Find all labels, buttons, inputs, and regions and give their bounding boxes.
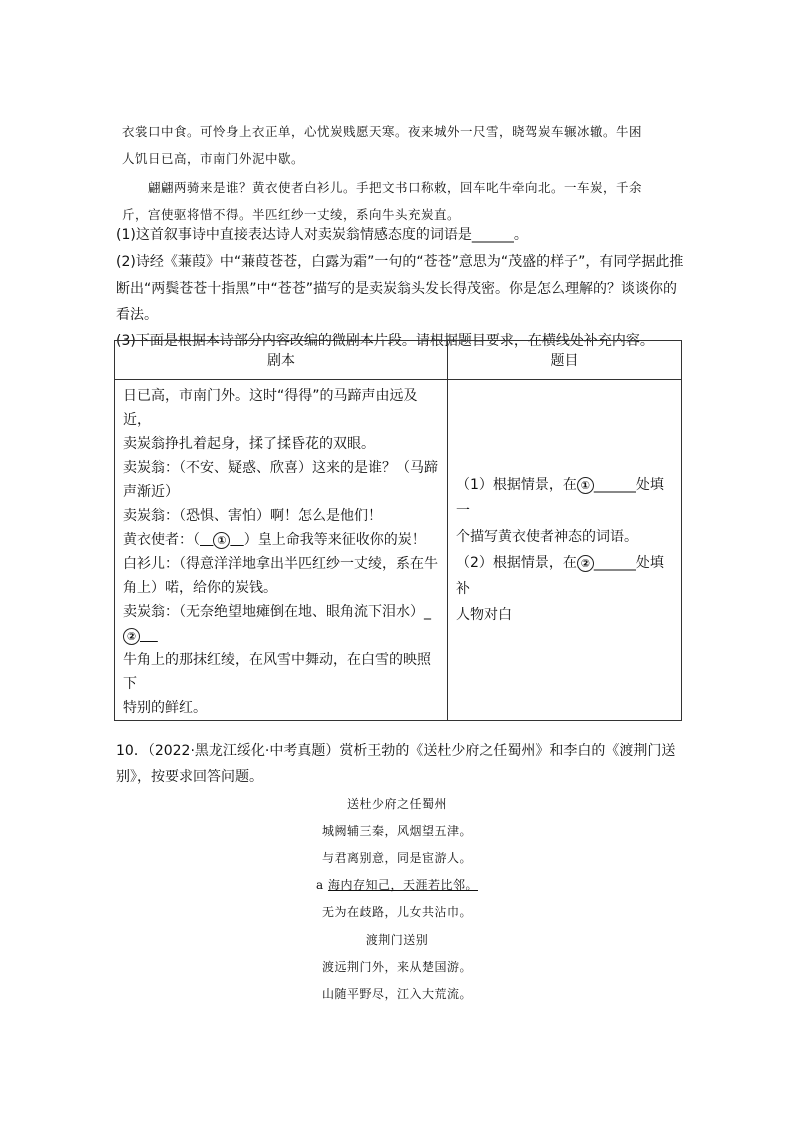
script-line: 角上）喏，给你的炭钱。 [123,580,277,596]
blank-2-marker: ② [123,628,140,645]
question-10-line-2: 别》，按要求回答问题。 [116,769,263,785]
task-1: （1）根据情景，在 ① ______处填一 [456,477,664,519]
blank-1-marker: ① [213,532,230,549]
task-2: （2）根据情景，在 ② ______处填补 [456,555,664,597]
script-table [114,340,682,721]
script-line-blank-2 [123,624,441,648]
poem3-line-1: 渡远荆门外，来从楚国游。 [321,960,472,974]
task-1-marker: ① [577,477,594,494]
question-2-line-1: (2)诗经《蒹葭》中“蒹葭苍苍，白露为霜”一句的“苍苍”意思为“茂盛的样子”，有同学据此推 [116,254,684,270]
poem2-line-1: 城阙辅三秦，风烟望五津。 [321,824,472,838]
script-line: 日已高，市南门外。这时“得得”的马蹄声由远及近， [123,388,418,428]
question-1: (1)这首叙事诗中直接表达诗人对卖炭翁情感态度的词语是______。 [116,227,528,243]
header-script: 剧本 [115,341,448,380]
task-cell [448,380,682,721]
poem3-line-2: 山随平野尽，江入大荒流。 [321,987,472,1001]
question-10-line-1: 10．（2022·黑龙江绥化·中考真题）赏析王勃的《送杜少府之任蜀州》和李白的《渡荆门送 [116,743,676,759]
poem2-line-3: a 海内存知己，天涯若比邻。 [316,878,478,892]
script-line: 特别的鲜红。 [123,700,207,716]
script-line: 白衫儿：（得意洋洋地拿出半匹红纱一丈绫，系在牛 [123,556,438,572]
poem3-title: 渡荆门送别 [365,933,429,947]
poem-line-1: 衣裳口中食。可怜身上衣正单，心忧炭贱愿天寒。夜来城外一尺雪，晓驾炭车辗冰辙。牛困 [122,124,643,139]
poem-line-4: 斤，宫使驱将惜不得。半匹红纱一丈绫，系向牛头充炭直。 [122,207,461,222]
script-line: 卖炭翁挣扎着起身，揉了揉昏花的双眼。 [123,436,375,452]
poem-line-3: 翩翩两骑来是谁？黄衣使者白衫儿。手把文书口称敕，回车叱牛牵向北。一车炭，千余 [148,180,643,195]
question-2-line-3: 看法。 [116,307,158,323]
script-line-blank-1: 黄衣使者：（ ① ）皇上命我等来征收你的炭！ [123,532,426,548]
script-line: 卖炭翁：（恐惧、害怕）啊！怎么是他们！ [123,508,382,524]
task-2-cont: 人物对白 [456,607,512,623]
script-line: 卖炭翁：（无奈绝望地瘫倒在地、眼角流下泪水）_ [123,604,431,620]
poem-line-2: 人饥日已高，市南门外泥中歇。 [122,151,305,166]
poem2-title: 送杜少府之任蜀州 [346,797,447,811]
header-task: 题目 [448,341,682,380]
question-2-line-2: 断出“两鬓苍苍十指黑”中“苍苍”描写的是卖炭翁头发长得茂密。你是怎么理解的？谈谈你的 [116,281,678,297]
task-2-marker: ② [577,555,594,572]
script-line: 牛角上的那抹红绫，在风雪中舞动，在白雪的映照下 [123,652,431,692]
poem2-line-2: 与君离别意，同是宦游人。 [321,851,472,865]
script-line: 卖炭翁：（不安、疑惑、欣喜）这来的是谁？（马蹄 [123,460,438,476]
script-line: 声渐近） [123,484,179,500]
question-3: (3)下面是根据本诗部分内容改编的微剧本片段。请根据题目要求，在横线处补充内容。 [116,333,654,349]
script-cell [115,380,448,721]
task-1-cont: 个描写黄衣使者神态的词语。 [456,529,638,545]
poem2-line-4: 无为在歧路，儿女共沾巾。 [321,905,472,919]
